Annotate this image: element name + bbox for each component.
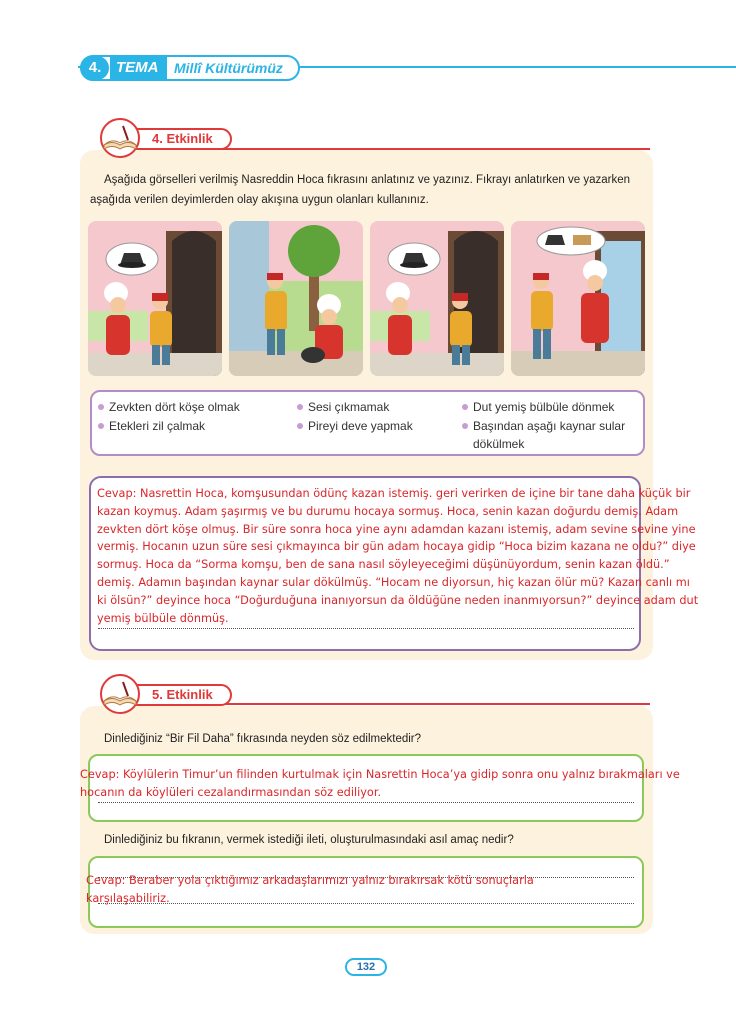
activity5-label: 5. Etkinlik [106, 684, 232, 706]
bullet-dot-icon [462, 404, 468, 410]
bullet-dot-icon [297, 423, 303, 429]
bullet-dot-icon [462, 423, 468, 429]
activity5-question-1: Dinlediğiniz “Bir Fil Daha” fıkrasında neyden söz edilmektedir? [104, 733, 422, 745]
answer-line [98, 802, 634, 803]
bullet-dot-icon [98, 404, 104, 410]
theme-tag: TEMA [110, 56, 167, 80]
activity4-instruction: Aşağıda görselleri verilmiş Nasreddin Hoca fıkrasını anlatınız ve yazınız. Fıkrayı anlatırken ve yazarken aşağıda verilen deyimlerden olay akışına uygun olanları kullanınız. [90, 174, 631, 206]
comic-panel-3 [370, 221, 504, 376]
idiom-item: Sesi çıkmamak [297, 398, 457, 416]
comic-panel-1 [88, 221, 222, 376]
open-book-icon [98, 118, 142, 158]
bullet-dot-icon [297, 404, 303, 410]
idiom-item: Pireyi deve yapmak [297, 417, 457, 435]
comic-panel-2 [229, 221, 363, 376]
activity5-answer-1[interactable]: Cevap: Köylülerin Timur’un filinden kurtulmak için Nasrettin Hoca’ya gidip sonra onu yalnız bırakmaları ve hocanın da köylüleri cezalandırmasından söz ediliyor. [80, 768, 680, 799]
open-book-icon [98, 674, 142, 714]
idiom-item: Dut yemiş bülbüle dönmek [462, 398, 640, 416]
activity4-answer[interactable]: Cevap: Nasrettin Hoca, komşusundan ödünç kazan istemiş. geri verirken de içine bir tane daha küçük bir kazan koymuş. Adam şaşırmış ve bu durumu hocaya sormuş. Hoca, senin kazan doğurdu demiş. Adam zevkten dört köşe olmuş. Bir süre sonra hoca yine aynı adamdan kazanı istemiş, adam sevine sevine yine vermiş. Hocanın uzun süre sesi çıkmayınca bir gün adam hocaya gidip “Hoca bizim kazana ne oldu?” diye sormuş. Hoca da “Sorma komşu, ben de sana nasıl söyleyeceğimi düşünüyordum, senin kazan öldü.” demiş. Adamın başından kaynar sular dökülmüş. “Hocam ne diyorsun, hiç kazan ölür mü? Kazan canlı mı ki ölsün?” deyince hoca “Doğurduğuna inanıyorsun da öldüğüne neden inanmıyorsun?” deyince adam dut yemiş bülbüle dönmüş. [97, 487, 699, 625]
idiom-item: Etekleri zil çalmak [98, 417, 283, 435]
idiom-item: Zevkten dört köşe olmak [98, 398, 283, 416]
theme-title: Millî Kültürümüz [174, 60, 283, 76]
activity5-question-2: Dinlediğiniz bu fıkranın, vermek istediği ileti, oluşturulmasındaki asıl amaç nedir? [104, 834, 514, 846]
activity4-rule [200, 148, 650, 150]
idiom-item: Başından aşağı kaynar sular dökülmek [462, 417, 651, 453]
activity5-answer-2[interactable]: Cevap: Beraber yola çıktığımız arkadaşlarımızı yalnız bırakırsak kötü sonuçlarla karşılaşabiliriz. [86, 874, 534, 905]
theme-number: 4. [81, 56, 109, 80]
comic-panel-4 [511, 221, 645, 376]
activity4-label: 4. Etkinlik [106, 128, 232, 150]
answer-line [98, 628, 634, 629]
activity5-rule [200, 703, 650, 705]
page-number: 132 [345, 958, 387, 976]
bullet-dot-icon [98, 423, 104, 429]
